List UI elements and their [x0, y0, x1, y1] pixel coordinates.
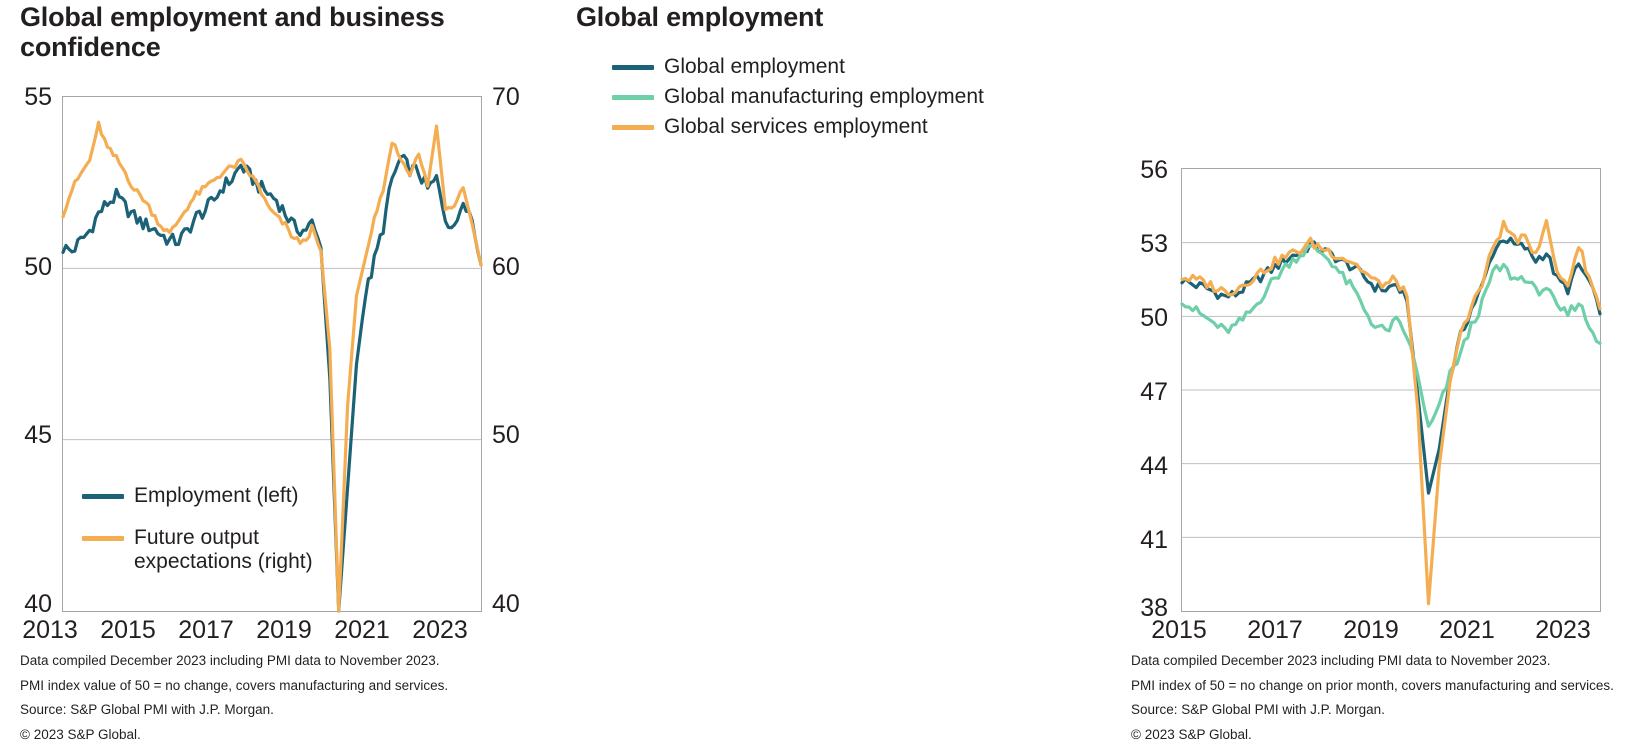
left-note-1: Data compiled December 2023 including PMI data to November 2023.	[20, 653, 440, 668]
right-plot-svg	[1182, 169, 1600, 611]
legend-label-employment: Employment (left)	[134, 484, 299, 507]
left-xtick-2023: 2023	[412, 616, 468, 644]
left-note-2: PMI index value of 50 = no change, covers manufacturing and services.	[20, 677, 449, 693]
right-ytick-53: 53	[1140, 230, 1168, 258]
left-legend	[82, 484, 382, 592]
legend-label-global-manufacturing-employment: Global manufacturing employment	[664, 85, 984, 108]
right-axis-tick-70: 70	[492, 83, 520, 111]
right-series-group	[1182, 221, 1600, 604]
left-axis-tick-50: 50	[24, 253, 52, 281]
right-note-3: Source: S&P Global PMI with J.P. Morgan.	[1131, 702, 1385, 717]
right-legend	[612, 52, 1082, 142]
left-xtick-2013: 2013	[22, 616, 78, 644]
legend-swatch-icon-global-employment	[612, 65, 654, 70]
legend-swatch-icon-global-services-employment	[612, 125, 654, 130]
left-footnotes	[20, 654, 540, 741]
left-chart-title: Global employment and business confidence	[20, 2, 445, 63]
right-xtick-2015: 2015	[1151, 616, 1207, 644]
right-chart-panel	[556, 0, 1614, 750]
left-axis-tick-55: 55	[24, 83, 52, 111]
legend-swatch-icon-employment	[82, 494, 124, 499]
right-axis-tick-60: 60	[492, 253, 520, 281]
left-note-3: Source: S&P Global PMI with J.P. Morgan.	[20, 702, 274, 717]
right-ytick-41: 41	[1140, 526, 1168, 554]
right-note-4: © 2023 S&P Global.	[1131, 726, 1252, 742]
left-xtick-2017: 2017	[178, 616, 234, 644]
right-ytick-56: 56	[1140, 156, 1168, 184]
legend-item-global-manufacturing-employment	[612, 82, 1082, 112]
right-xtick-2019: 2019	[1343, 616, 1399, 644]
left-chart-panel	[0, 0, 556, 750]
right-xtick-2017: 2017	[1247, 616, 1303, 644]
legend-item-employment	[82, 484, 382, 508]
legend-swatch-icon-future-output	[82, 536, 124, 541]
right-plot-area	[1181, 168, 1601, 612]
left-xtick-2019: 2019	[256, 616, 312, 644]
right-chart-title: Global employment	[576, 2, 824, 32]
right-axis-tick-40: 40	[492, 590, 520, 618]
legend-swatch-icon-global-manufacturing-employment	[612, 95, 654, 100]
series-line	[1182, 221, 1600, 604]
legend-item-global-services-employment	[612, 112, 1082, 142]
right-footnotes	[1131, 654, 1631, 741]
legend-item-global-employment	[612, 52, 1082, 82]
left-note-4: © 2023 S&P Global.	[20, 726, 141, 742]
right-axis-tick-50: 50	[492, 421, 520, 449]
legend-label-global-services-employment: Global services employment	[664, 115, 928, 138]
right-xtick-2021: 2021	[1439, 616, 1495, 644]
left-axis-tick-40: 40	[24, 590, 52, 618]
right-ytick-44: 44	[1140, 452, 1168, 480]
left-xtick-2015: 2015	[100, 616, 156, 644]
right-note-2: PMI index of 50 = no change on prior month, covers manufacturing and services.	[1131, 677, 1614, 693]
legend-label-global-employment: Global employment	[664, 55, 845, 78]
legend-label-future-output: Future output expectations (right)	[134, 526, 313, 574]
series-line	[1182, 245, 1600, 426]
legend-item-future-output	[82, 526, 382, 574]
right-xtick-2023: 2023	[1535, 616, 1591, 644]
left-axis-tick-45: 45	[24, 421, 52, 449]
right-note-1: Data compiled December 2023 including PMI data to November 2023.	[1131, 653, 1551, 668]
right-ytick-50: 50	[1140, 304, 1168, 332]
right-ytick-47: 47	[1140, 378, 1168, 406]
left-xtick-2021: 2021	[334, 616, 390, 644]
right-ytick-38: 38	[1140, 594, 1168, 622]
